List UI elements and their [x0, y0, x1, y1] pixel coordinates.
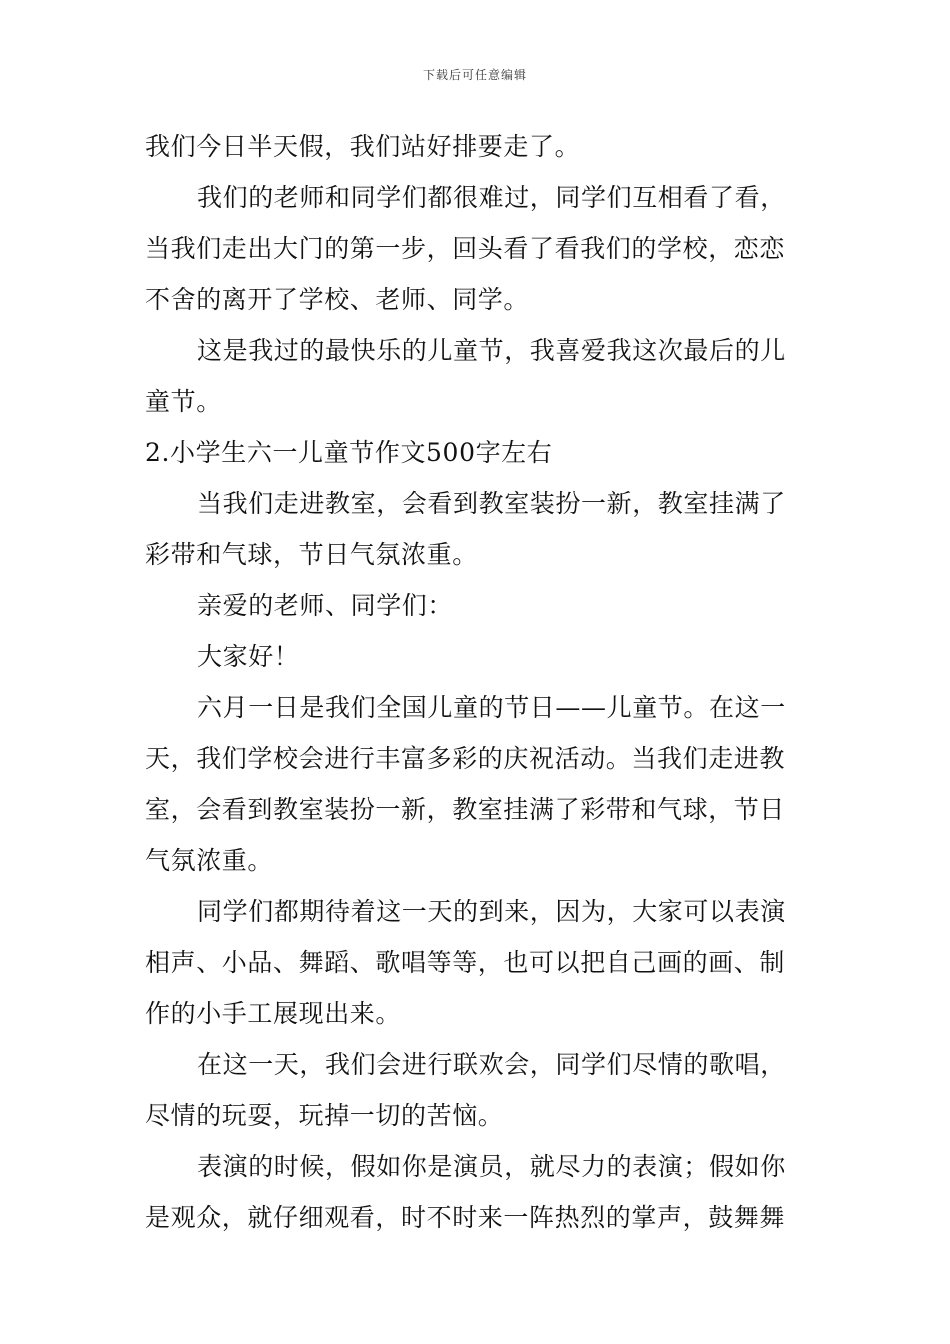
greeting: 大家好！	[197, 642, 300, 671]
text-line: 不舍的离开了学校、老师、同学。	[145, 285, 530, 314]
paragraph-first-line: 同学们都期待着这一天的到来，因为，大家可以表演	[197, 897, 786, 926]
text-line: 尽情的玩耍，玩掉一切的苦恼。	[145, 1101, 504, 1130]
text-line: 当我们走出大门的第一步，回头看了看我们的学校，恋恋	[145, 234, 786, 263]
paragraph-first-line: 这是我过的最快乐的儿童节，我喜爱我这次最后的儿	[197, 336, 786, 365]
document-body	[145, 127, 810, 1249]
text-line: 是观众，就仔细观看，时不时来一阵热烈的掌声，鼓舞舞	[145, 1203, 786, 1232]
text-line: 作的小手工展现出来。	[145, 999, 402, 1028]
paragraph-first-line: 当我们走进教室，会看到教室装扮一新，教室挂满了	[197, 489, 786, 518]
text-line: 天，我们学校会进行丰富多彩的庆祝活动。当我们走进教	[145, 744, 786, 773]
paragraph-first-line: 在这一天，我们会进行联欢会，同学们尽情的歌唱，	[197, 1050, 786, 1079]
paragraph-first-line: 表演的时候，假如你是演员，就尽力的表演；假如你	[197, 1152, 786, 1181]
salutation: 亲爱的老师、同学们：	[197, 591, 454, 620]
section-heading: 2.小学生六一儿童节作文500字左右	[145, 438, 553, 467]
text-line: 室，会看到教室装扮一新，教室挂满了彩带和气球，节日	[145, 795, 786, 824]
text-line: 童节。	[145, 387, 222, 416]
text-line: 气氛浓重。	[145, 846, 274, 875]
text-line: 彩带和气球，节日气氛浓重。	[145, 540, 478, 569]
text-line: 相声、小品、舞蹈、歌唱等等，也可以把自己画的画、制	[145, 948, 786, 977]
paragraph-first-line: 我们的老师和同学们都很难过，同学们互相看了看，	[197, 183, 786, 212]
text-line: 我们今日半天假，我们站好排要走了。	[145, 132, 581, 161]
page-header-note: 下载后可任意编辑	[422, 68, 527, 82]
paragraph-first-line: 六月一日是我们全国儿童的节日——儿童节。在这一	[197, 693, 786, 722]
